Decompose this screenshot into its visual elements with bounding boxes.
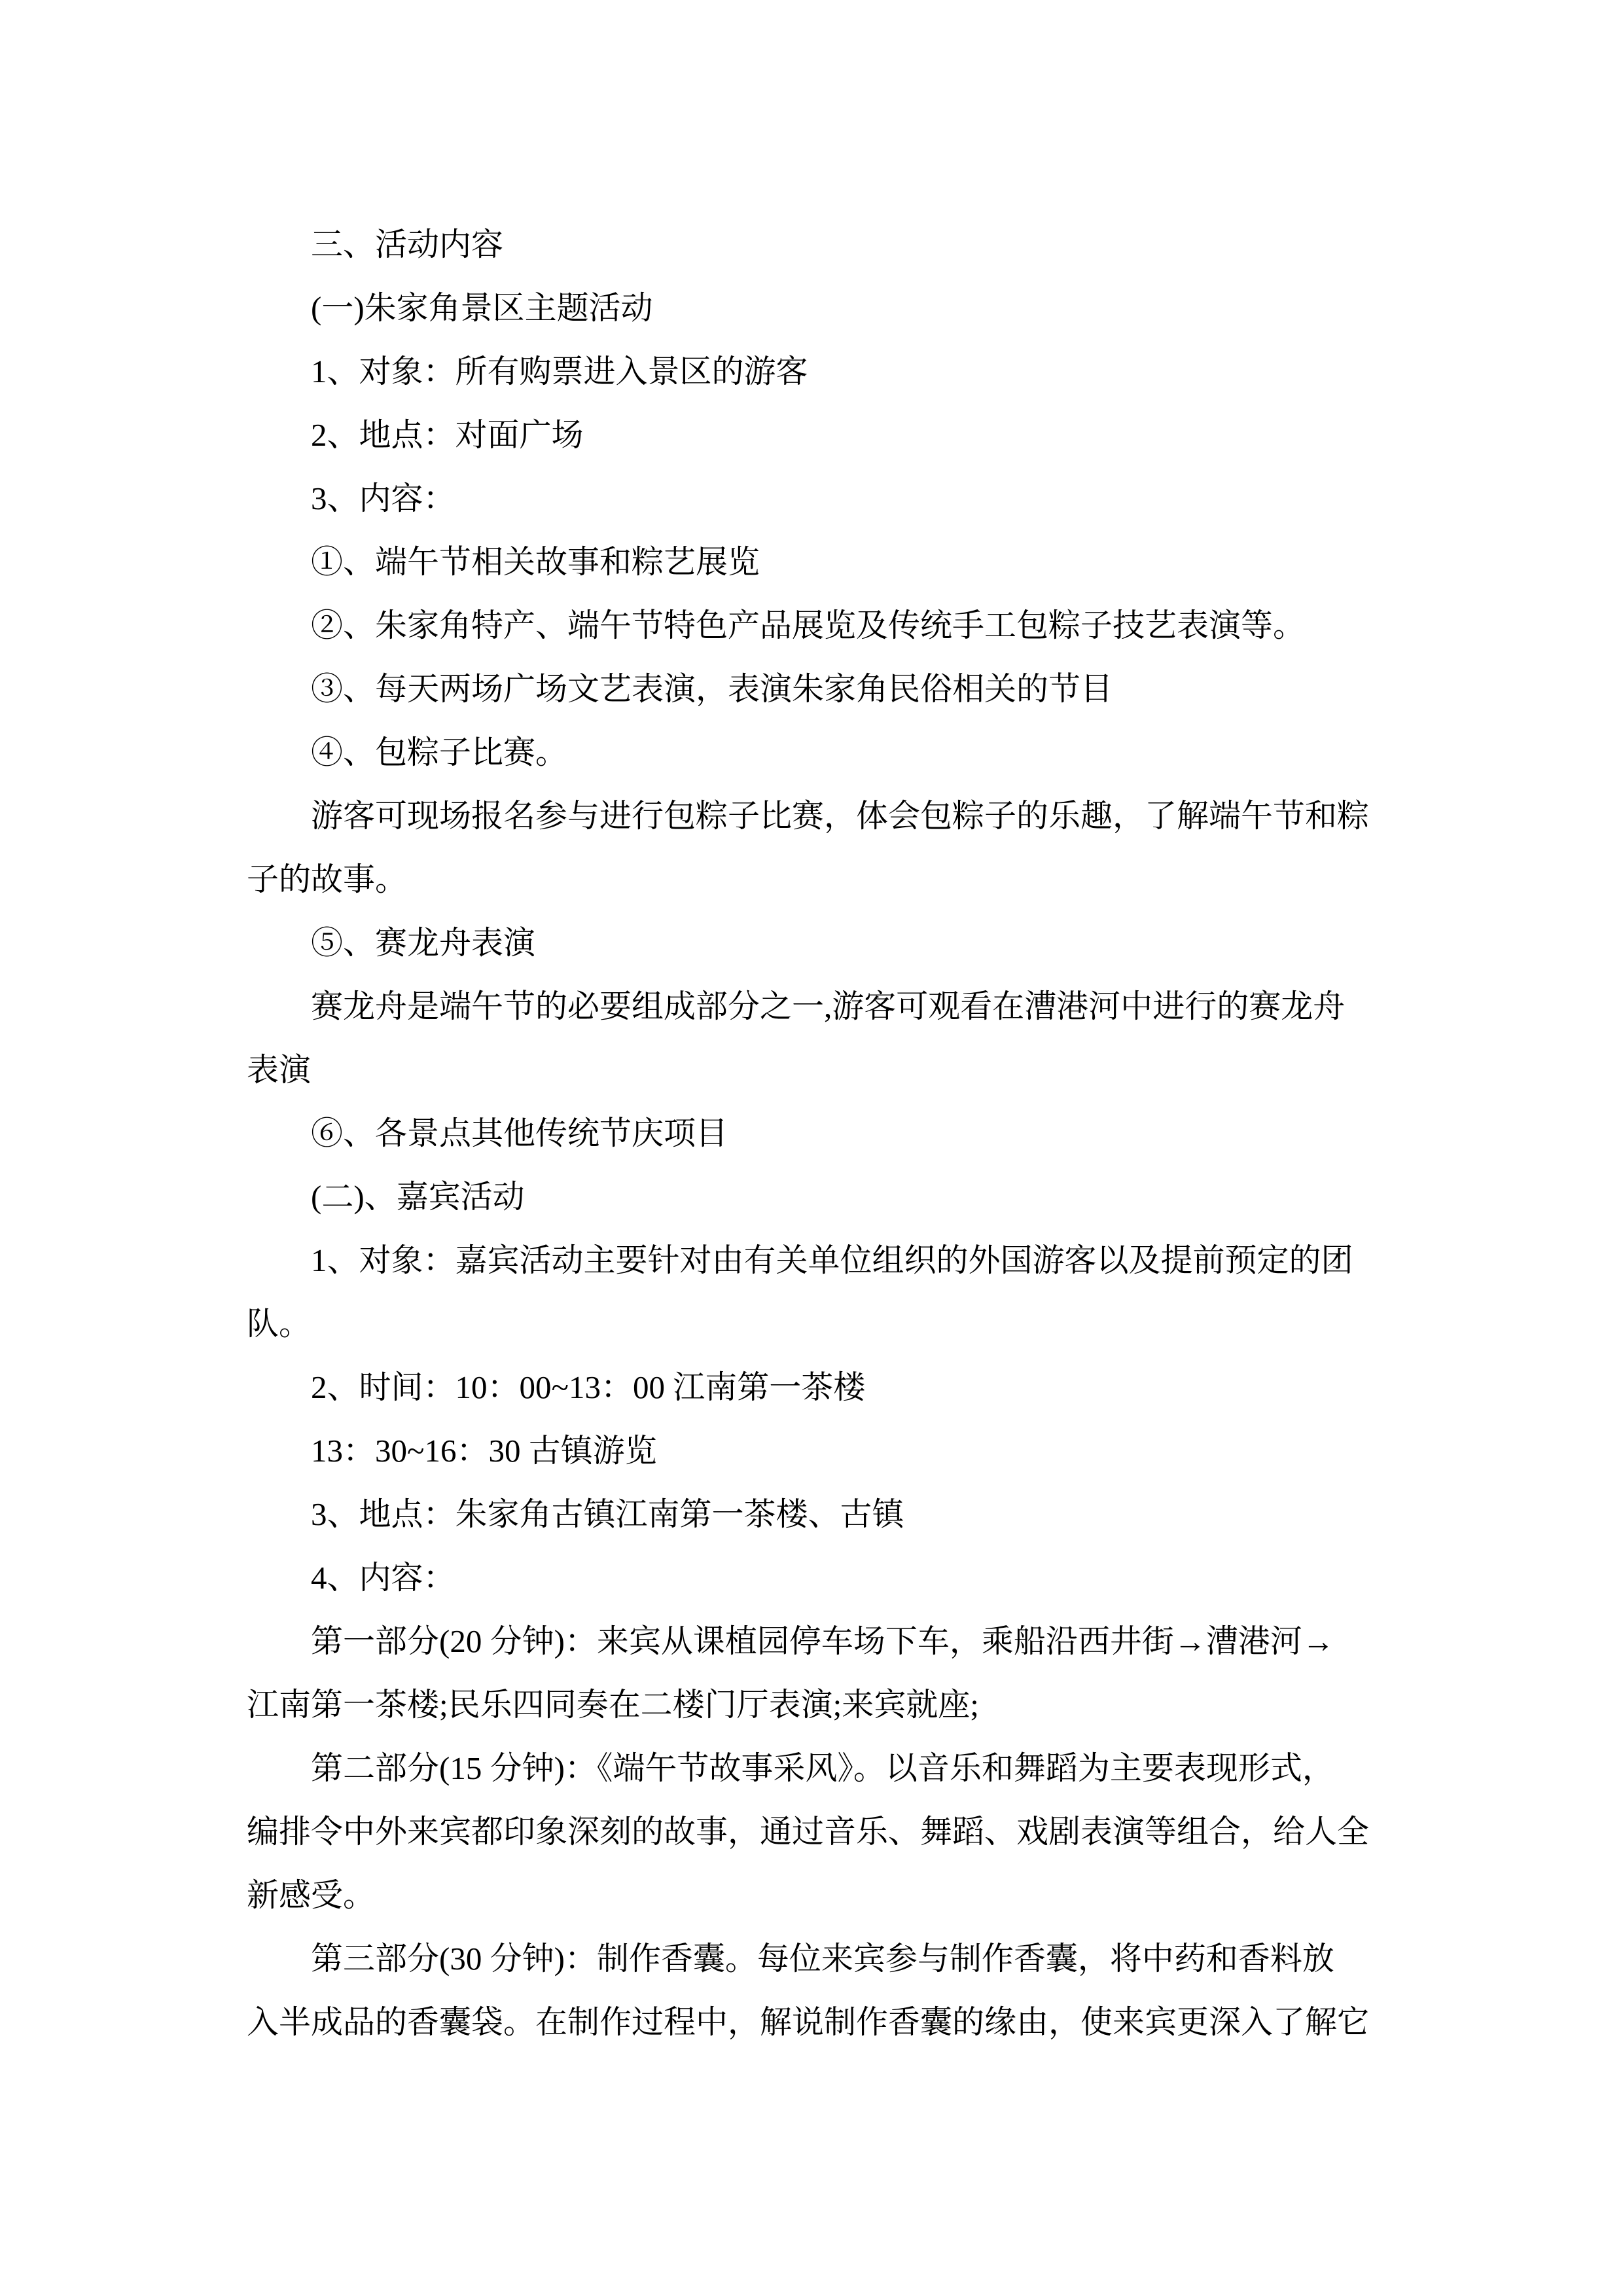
part-1-line-2: 江南第一茶楼;民乐四同奏在二楼门厅表演;来宾就座; xyxy=(247,1687,979,1723)
guest-content: 4、内容： xyxy=(311,1560,455,1596)
part-2-line-3: 新感受。 xyxy=(247,1877,376,1913)
item-location: 2、地点：对面广场 xyxy=(311,417,584,453)
guest-audience-line-1: 1、对象：嘉宾活动主要针对由有关单位组织的外国游客以及提前预定的团 xyxy=(311,1242,1353,1278)
list-item-5: ⑤、赛龙舟表演 xyxy=(311,925,536,961)
heading-subsection-2: (二)、嘉宾活动 xyxy=(311,1179,525,1215)
heading-section-3: 三、活动内容 xyxy=(311,226,504,262)
list-item-4: ④、包粽子比赛。 xyxy=(311,734,568,770)
document-body xyxy=(247,213,1376,2054)
part-2-line-2: 编排令中外来宾都印象深刻的故事，通过音乐、舞蹈、戏剧表演等组合，给人全 xyxy=(247,1814,1370,1850)
paragraph-dragonboat-line-1: 赛龙舟是端午节的必要组成部分之一,游客可观看在漕港河中进行的赛龙舟 xyxy=(311,988,1346,1024)
paragraph-contest-line-1: 游客可现场报名参与进行包粽子比赛，体会包粽子的乐趣，了解端午节和粽 xyxy=(311,798,1370,834)
item-audience: 1、对象：所有购票进入景区的游客 xyxy=(311,353,808,389)
guest-location: 3、地点：朱家角古镇江南第一茶楼、古镇 xyxy=(311,1496,904,1532)
guest-time-line-1: 2、时间：10：00~13：00 江南第一茶楼 xyxy=(311,1369,866,1405)
part-2-line-1: 第二部分(15 分钟)：《端午节故事采风》。以音乐和舞蹈为主要表现形式， xyxy=(311,1750,1334,1786)
paragraph-dragonboat-line-2: 表演 xyxy=(247,1052,312,1088)
part-3-line-2: 入半成品的香囊袋。在制作过程中，解说制作香囊的缘由，使来宾更深入了解它 xyxy=(247,2004,1370,2040)
paragraph-contest-line-2: 子的故事。 xyxy=(247,861,408,897)
guest-time-line-2: 13：30~16：30 古镇游览 xyxy=(311,1433,657,1469)
list-item-2: ②、朱家角特产、端午节特色产品展览及传统手工包粽子技艺表演等。 xyxy=(311,607,1306,643)
item-content: 3、内容： xyxy=(311,480,455,516)
heading-subsection-1: (一)朱家角景区主题活动 xyxy=(311,290,653,326)
guest-audience-line-2: 队。 xyxy=(247,1306,312,1342)
list-item-1: ①、端午节相关故事和粽艺展览 xyxy=(311,544,760,580)
part-1-line-1: 第一部分(20 分钟)：来宾从课植园停车场下车，乘船沿西井街→漕港河→ xyxy=(311,1623,1334,1659)
part-3-line-1: 第三部分(30 分钟)：制作香囊。每位来宾参与制作香囊，将中药和香料放 xyxy=(311,1941,1334,1977)
list-item-3: ③、每天两场广场文艺表演，表演朱家角民俗相关的节目 xyxy=(311,671,1113,707)
list-item-6: ⑥、各景点其他传统节庆项目 xyxy=(311,1115,728,1151)
